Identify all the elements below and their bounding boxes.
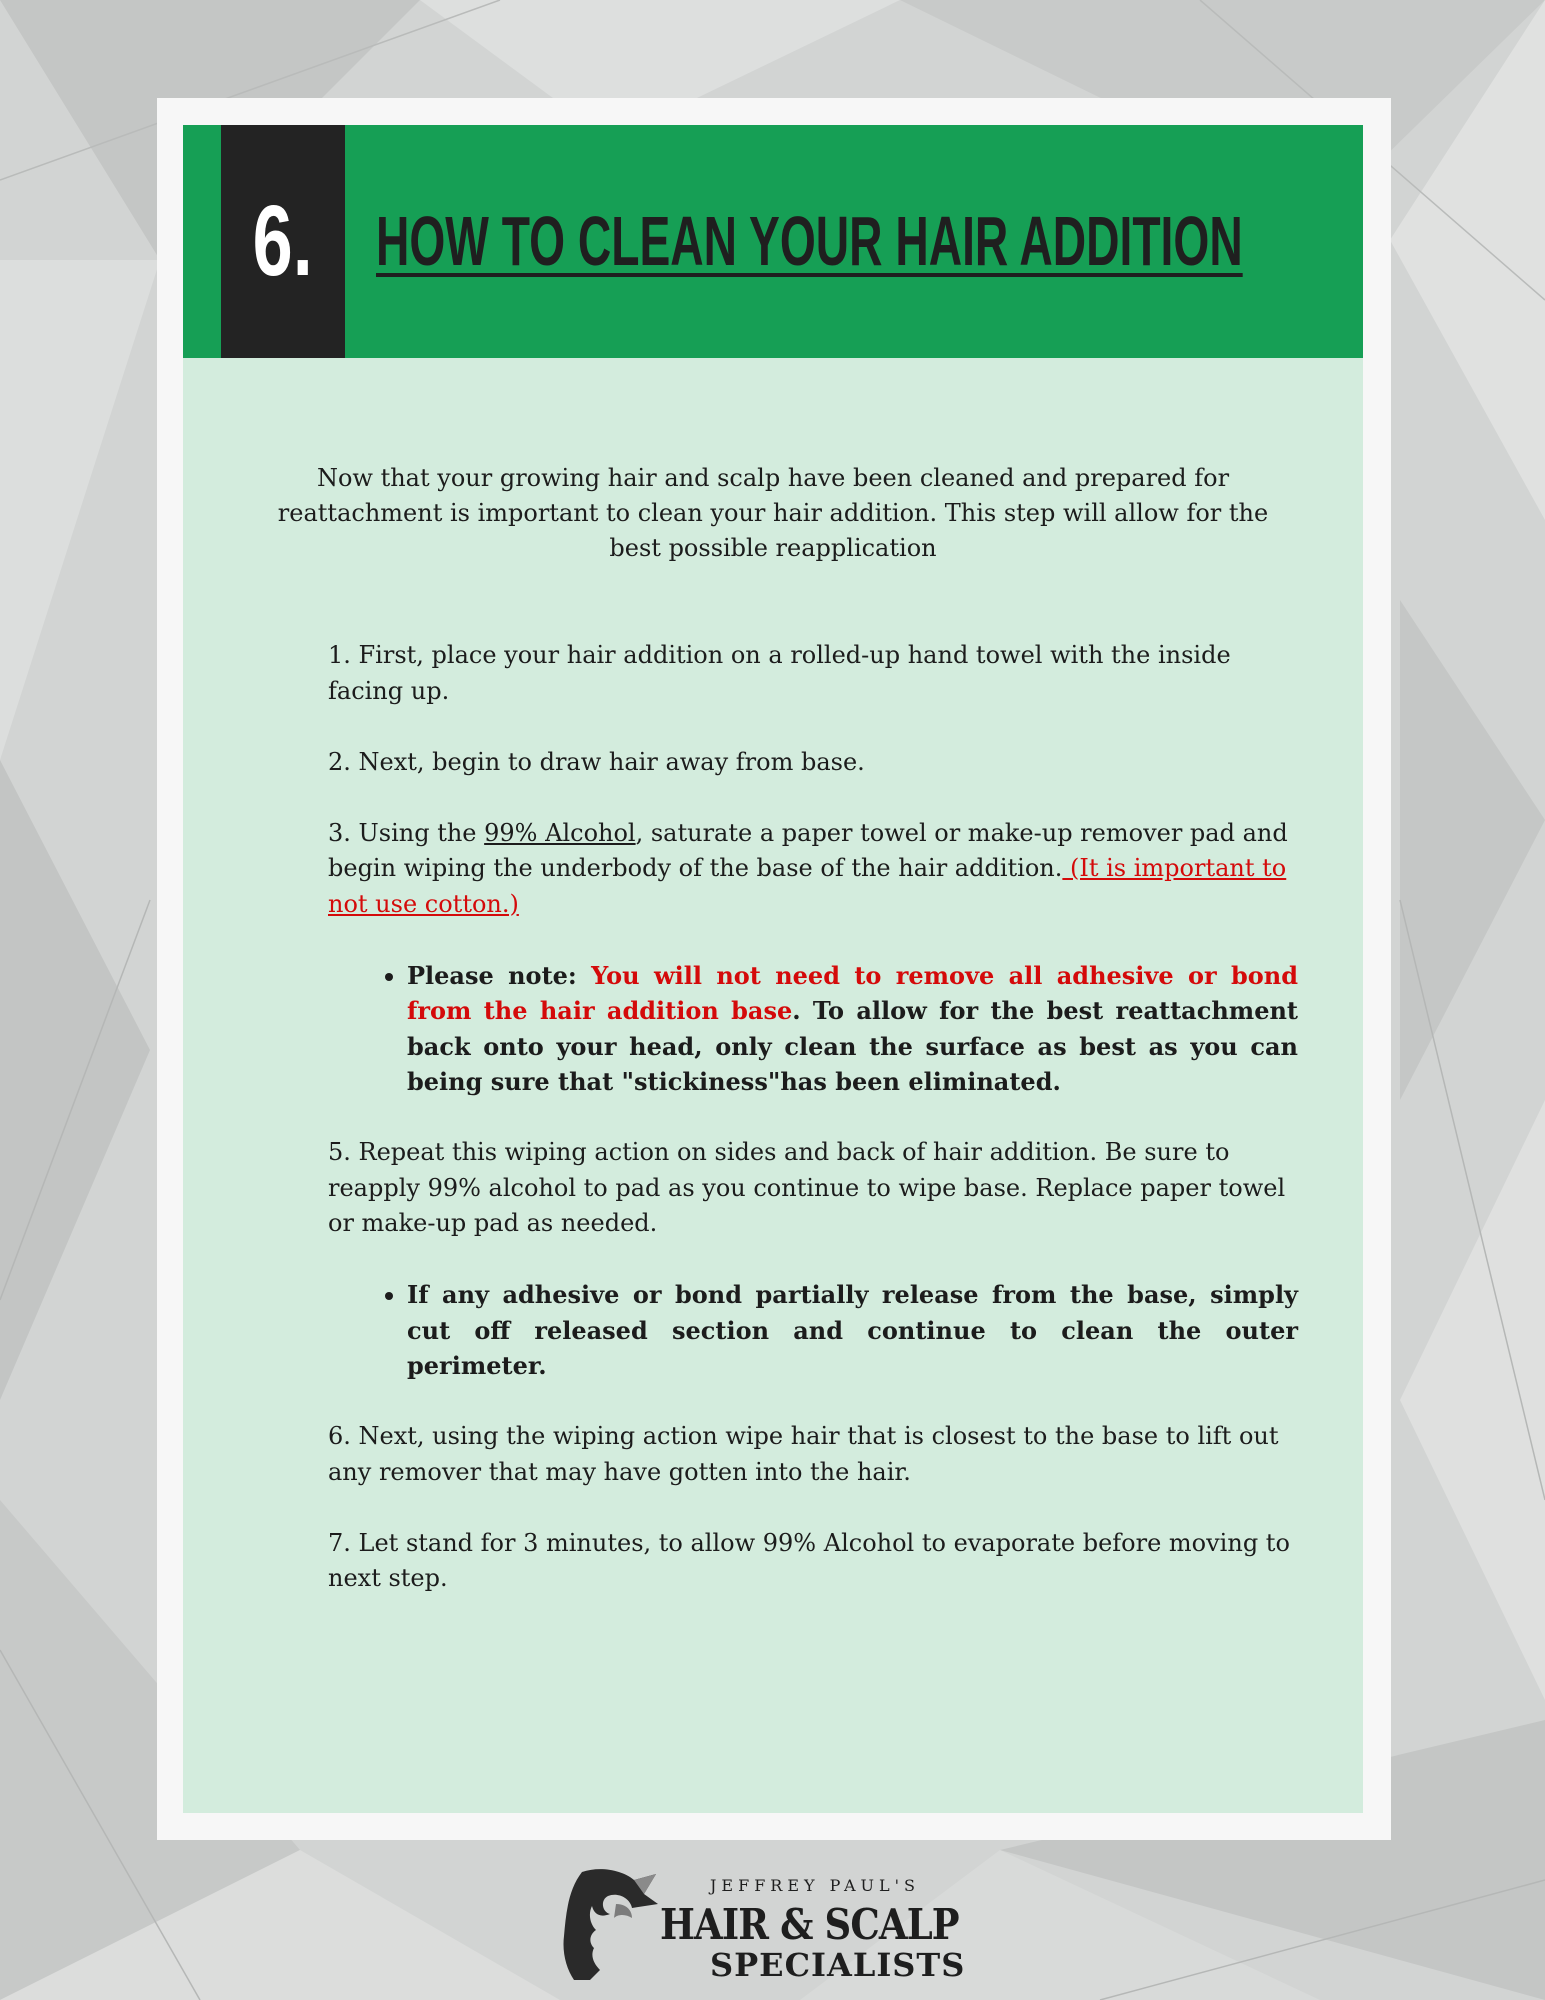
cotton-warning: (It is important to not use cotton.) (328, 854, 1287, 918)
step-5: 5. Repeat this wiping action on sides and back of hair addition. Be sure to reapply 99% alcohol to pad as you continue to wipe base. Replace paper towel or make-up pad as needed. (328, 1138, 1286, 1237)
note-list-1 (328, 958, 1298, 1100)
head-silhouette-icon (560, 1864, 658, 1980)
section-title: HOW TO CLEAN YOUR HAIR ADDITION (376, 202, 1243, 280)
company-logo (560, 1862, 990, 1982)
please-note-bullet: • Please note: You will not need to remove all adhesive or bond from the hair addition base. To allow for the best reattachment back onto your head, only clean the surface as best as you can being sure that "stickiness"has been eliminated. (407, 958, 1298, 1100)
instruction-list (328, 638, 1298, 1632)
step-6: 6. Next, using the wiping action wipe hair that is closest to the base to lift out any remover that may have gotten into the hair. (328, 1422, 1279, 1486)
step-1: 1. First, place your hair addition on a rolled-up hand towel with the inside facing up. (328, 641, 1231, 705)
step-7: 7. Let stand for 3 minutes, to allow 99% Alcohol to evaporate before moving to next step. (328, 1528, 1290, 1592)
logo-owner-text: JEFFREY PAUL'S (710, 1876, 920, 1895)
logo-brand-text: HAIR & SCALP (660, 1900, 959, 1949)
logo-tagline-text: SPECIALISTS (710, 1946, 966, 1984)
step-3: 3. Using the 99% Alcohol, saturate a paper towel or make-up remover pad and begin wiping the underbody of the base of the hair addition. (It is important to not use cotton.) (328, 818, 1288, 918)
alcohol-link: 99% Alcohol (484, 818, 636, 847)
adhesive-release-bullet: • If any adhesive or bond partially release from the base, simply cut off released section and continue to clean the outer perimeter. (407, 1277, 1298, 1384)
section-number: 6. (221, 125, 345, 358)
step-2: 2. Next, begin to draw hair away from base. (328, 747, 865, 776)
note-list-2 (328, 1277, 1298, 1384)
intro-paragraph: Now that your growing hair and scalp have been cleaned and prepared for reattachment is important to clean your hair addition. This step will allow for the best possible reapplication (277, 464, 1269, 562)
adhesive-warning: You will not need to remove all adhesive or bond from the hair addition base (407, 960, 1298, 1025)
